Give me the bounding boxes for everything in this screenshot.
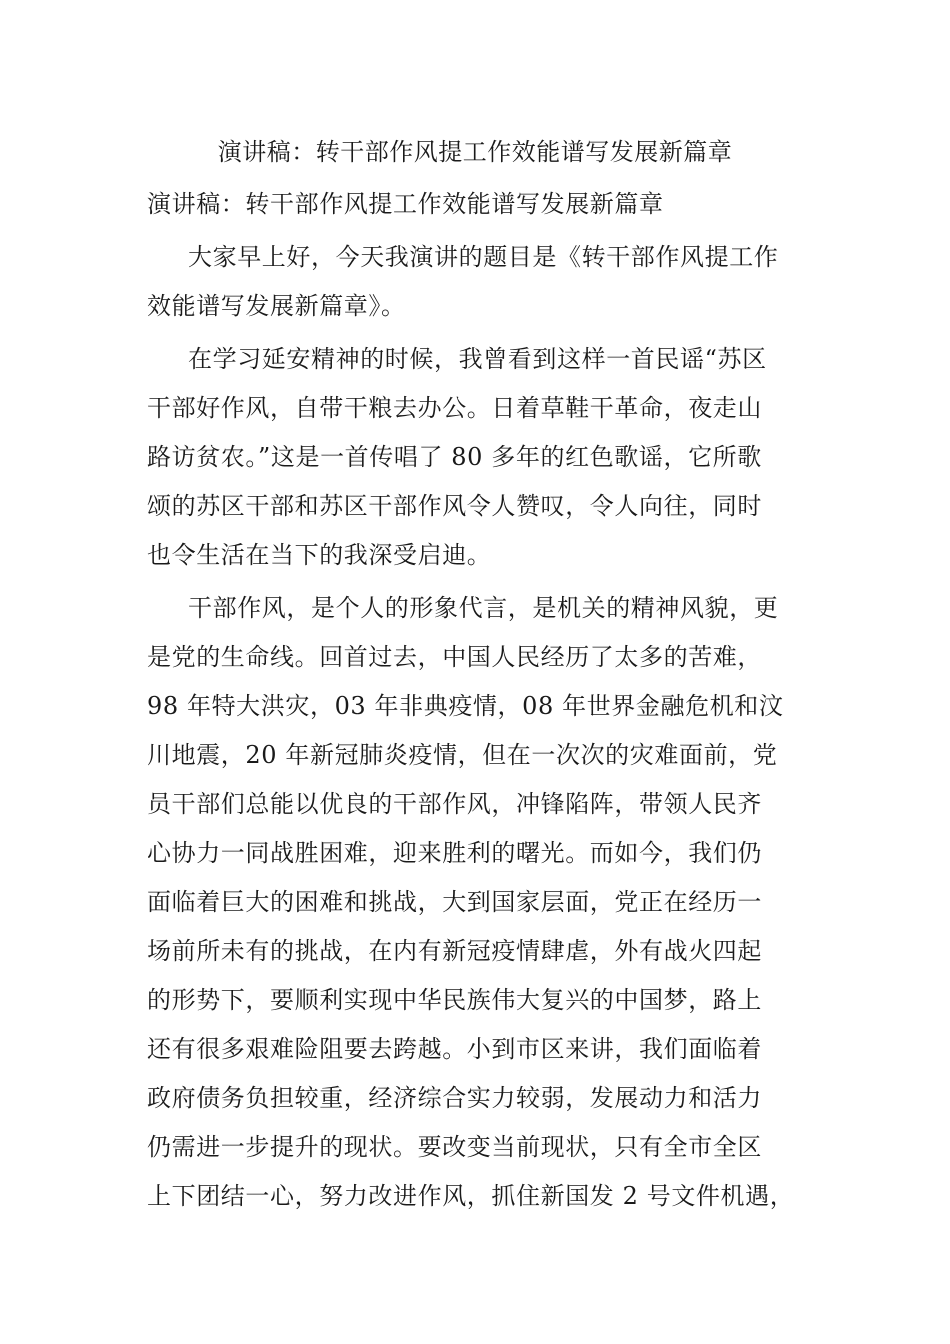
paragraph-line: 仍需进一步提升的现状。要改变当前现状，只有全市全区 bbox=[147, 1133, 762, 1161]
paragraph-line: 98 年特大洪灾，03 年非典疫情，08 年世界金融危机和汶 bbox=[147, 692, 784, 720]
paragraph-line: 还有很多艰难险阻要去跨越。小到市区来讲，我们面临着 bbox=[147, 1035, 762, 1063]
paragraph bbox=[147, 335, 827, 580]
paragraph bbox=[147, 233, 827, 331]
paragraph-line: 效能谱写发展新篇章》。 bbox=[147, 292, 406, 320]
paragraph-line: 颂的苏区干部和苏区干部作风令人赞叹，令人向往，同时 bbox=[147, 492, 762, 520]
paragraph bbox=[147, 584, 827, 1221]
paragraph-line: 的形势下，要顺利实现中华民族伟大复兴的中国梦，路上 bbox=[147, 986, 762, 1014]
paragraph-line: 演讲稿：转干部作风提工作效能谱写发展新篇章 bbox=[147, 190, 664, 218]
paragraph-line: 干部好作风，自带干粮去办公。日着草鞋干革命，夜走山 bbox=[147, 394, 762, 422]
document-body bbox=[147, 180, 827, 1221]
paragraph-line: 也令生活在当下的我深受启迪。 bbox=[147, 541, 492, 569]
paragraph-line: 政府债务负担较重，经济综合实力较弱，发展动力和活力 bbox=[147, 1084, 762, 1112]
paragraph-line: 是党的生命线。回首过去，中国人民经历了太多的苦难， bbox=[147, 643, 762, 671]
paragraph-line: 场前所未有的挑战，在内有新冠疫情肆虐，外有战火四起 bbox=[147, 937, 762, 965]
paragraph-line: 在学习延安精神的时候，我曾看到这样一首民谣“苏区 bbox=[188, 345, 767, 373]
document-title: 演讲稿：转干部作风提工作效能谱写发展新篇章 bbox=[217, 138, 733, 166]
paragraph-line: 员干部们总能以优良的干部作风，冲锋陷阵，带领人民齐 bbox=[147, 790, 762, 818]
paragraph bbox=[147, 180, 827, 229]
paragraph-line: 干部作风，是个人的形象代言，是机关的精神风貌，更 bbox=[188, 594, 779, 622]
paragraph-line: 大家早上好，今天我演讲的题目是《转干部作风提工作 bbox=[188, 243, 779, 271]
paragraph-line: 面临着巨大的困难和挑战，大到国家层面，党正在经历一 bbox=[147, 888, 762, 916]
paragraph-line: 上下团结一心，努力改进作风，抓住新国发 2 号文件机遇， bbox=[147, 1182, 795, 1210]
paragraph-line: 路访贫农。”这是一首传唱了 80 多年的红色歌谣，它所歌 bbox=[147, 443, 762, 471]
paragraph-line: 心协力一同战胜困难，迎来胜利的曙光。而如今，我们仍 bbox=[147, 839, 762, 867]
paragraph-line: 川地震，20 年新冠肺炎疫情，但在一次次的灾难面前，党 bbox=[147, 741, 778, 769]
